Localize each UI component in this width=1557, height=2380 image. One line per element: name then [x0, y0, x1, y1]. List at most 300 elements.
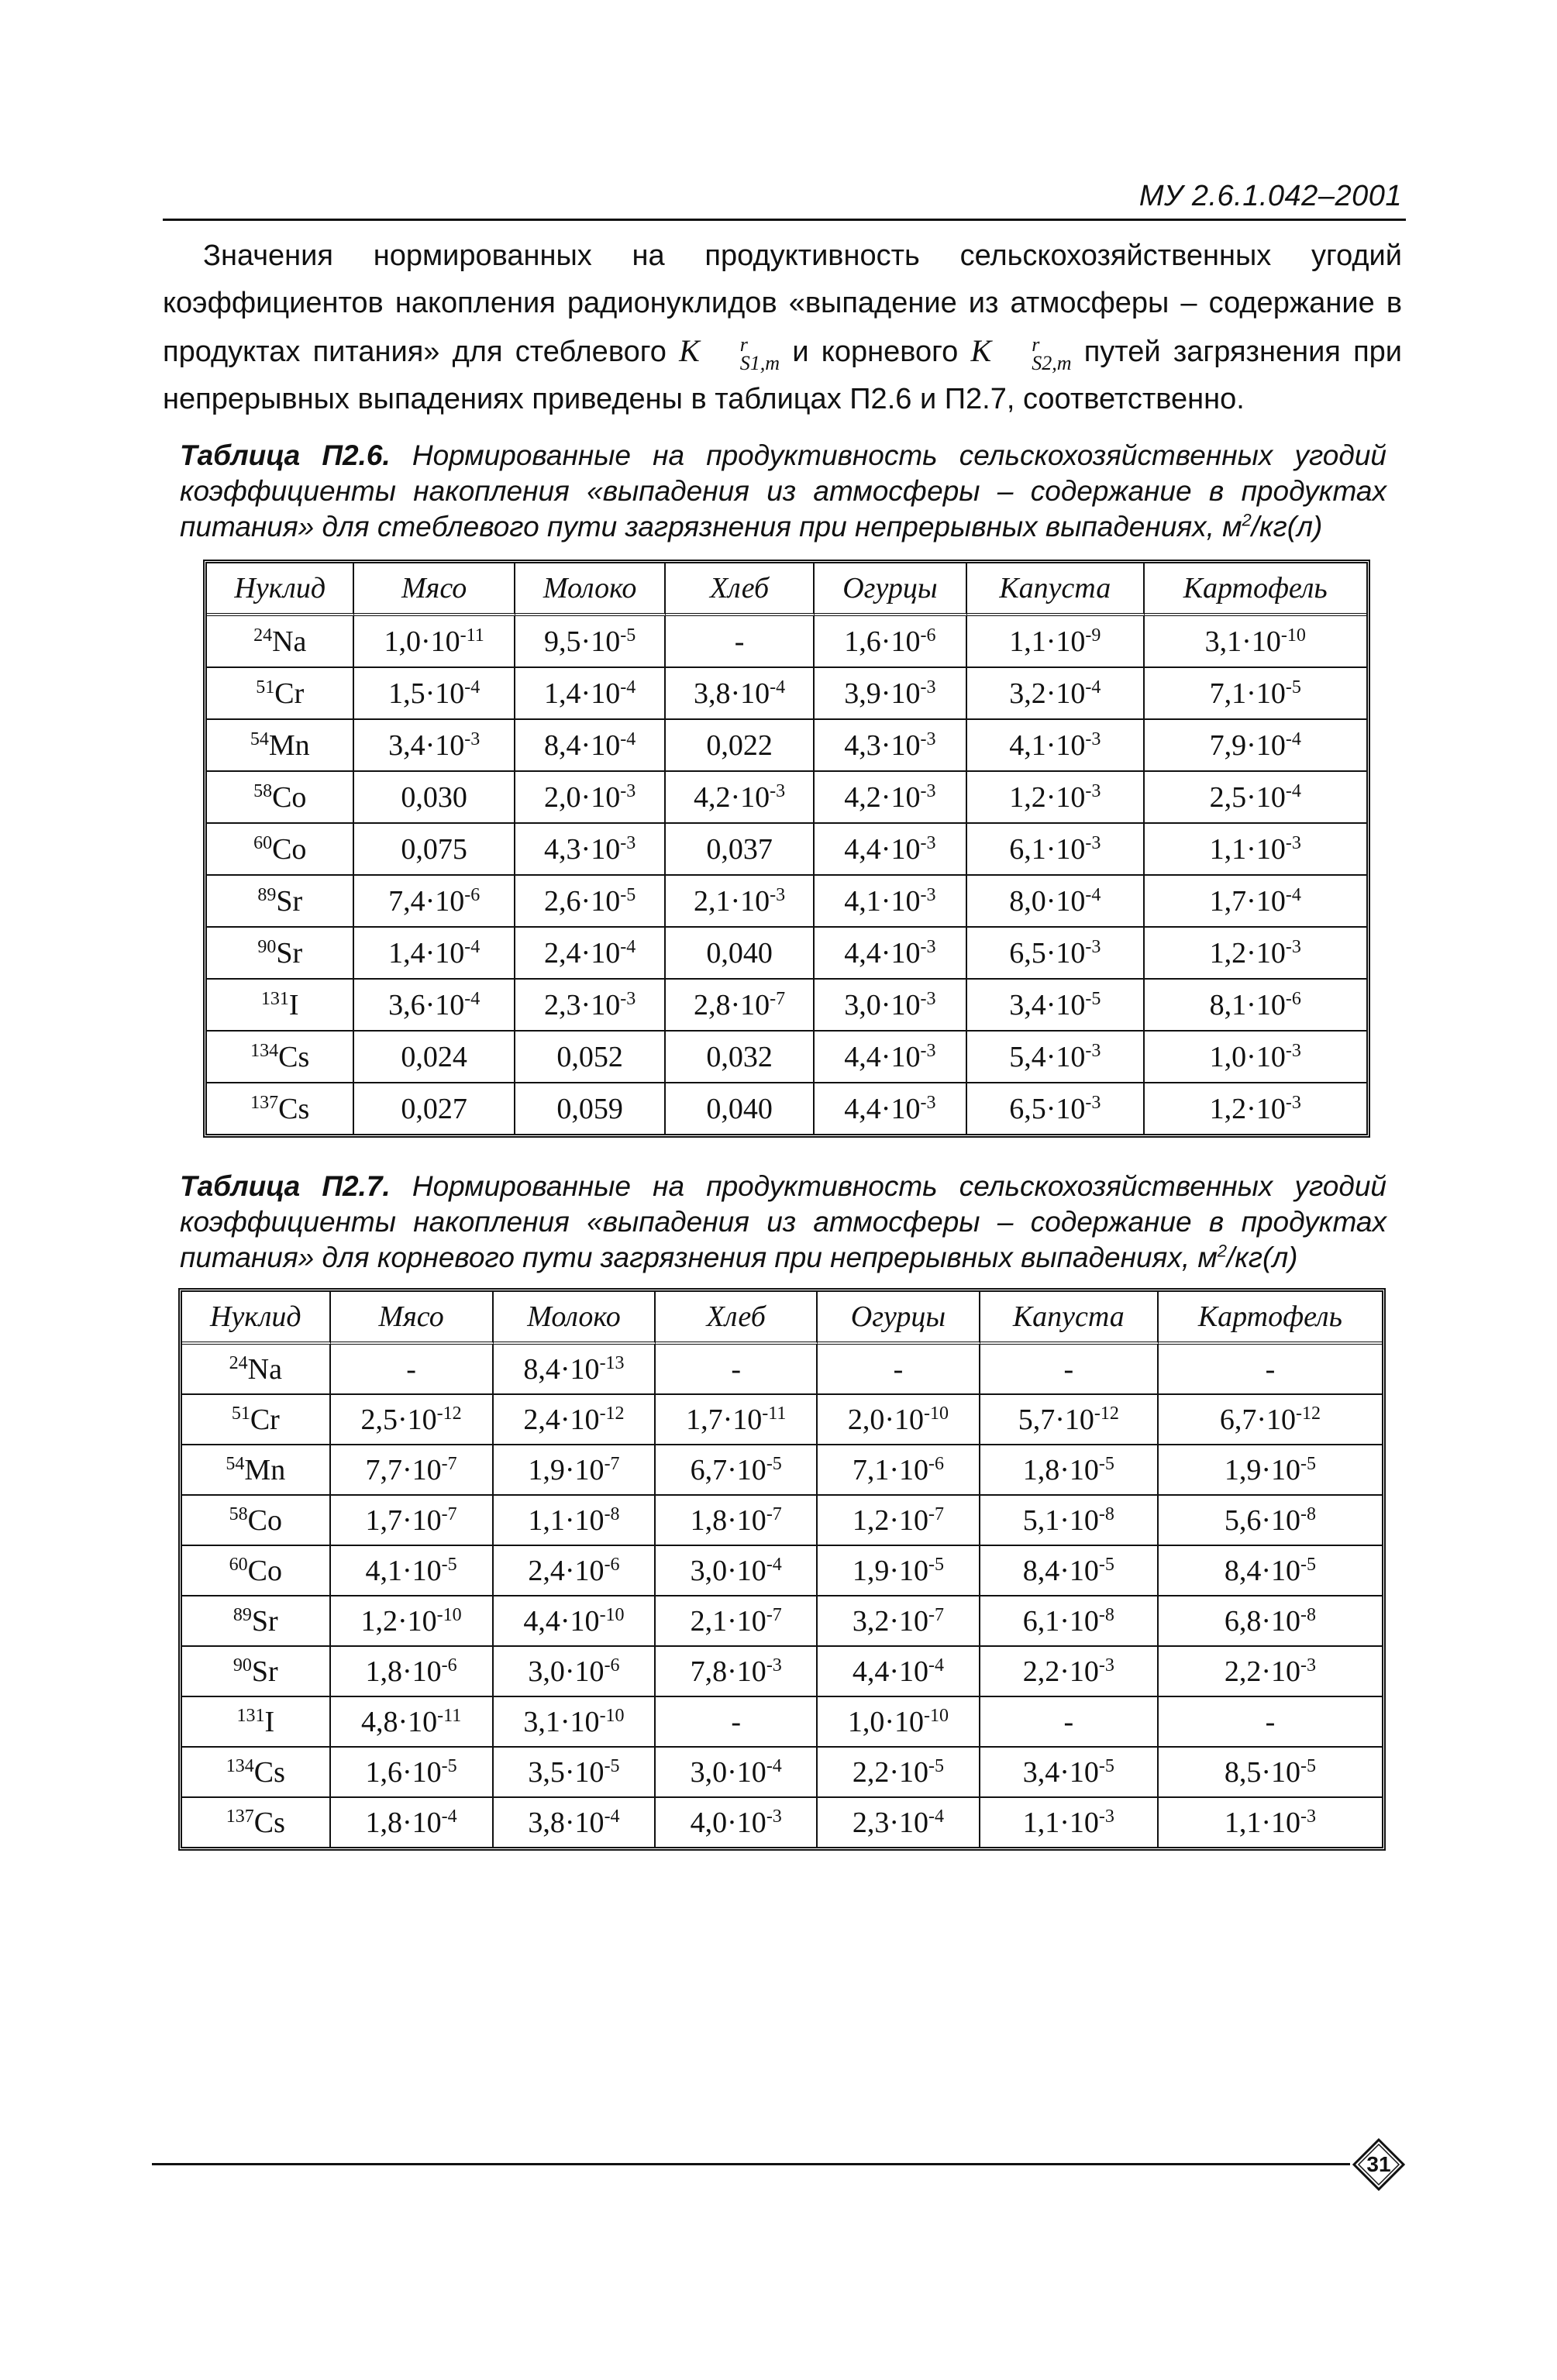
value-cell: $3,8\cdot 10^{-4}$ [666, 668, 814, 720]
table-p2-6 [203, 560, 1370, 1138]
superscript: -3 [464, 728, 481, 749]
nuclide-cell: $^{137}$Cs [207, 1083, 354, 1134]
superscript: -10 [924, 1705, 949, 1726]
superscript: 131 [236, 1705, 265, 1726]
superscript: -4 [464, 988, 481, 1009]
superscript: -6 [441, 1655, 457, 1676]
superscript: -6 [928, 1453, 945, 1474]
superscript: -3 [620, 832, 636, 853]
k-stem-sup: r [739, 332, 748, 356]
superscript: -3 [920, 884, 936, 905]
superscript: -5 [766, 1453, 782, 1474]
value-cell: - [980, 1697, 1159, 1748]
superscript: -3 [1285, 1092, 1301, 1113]
superscript: -4 [604, 1806, 620, 1827]
table-row [182, 1546, 1382, 1596]
nuclide-cell: $^{90}$Sr [182, 1647, 331, 1697]
k-stem-base: K [679, 333, 700, 368]
table-header-row [182, 1292, 1382, 1345]
nuclide-cell: $^{60}$Co [182, 1546, 331, 1596]
superscript: -4 [766, 1554, 782, 1575]
superscript: -7 [770, 988, 786, 1009]
superscript: 54 [226, 1453, 245, 1474]
superscript: -5 [1300, 1554, 1316, 1575]
value-cell: $1,4\cdot 10^{-4}$ [515, 668, 667, 720]
value-cell: $4,1\cdot 10^{-5}$ [331, 1546, 494, 1596]
nuclide-cell: $^{54}$Mn [207, 720, 354, 772]
superscript: -7 [928, 1503, 945, 1524]
value-cell: $3,2\cdot 10^{-4}$ [967, 668, 1144, 720]
column-header: Молоко [515, 563, 667, 616]
column-header: Огурцы [818, 1292, 980, 1345]
unit-exponent: 2 [1217, 1241, 1227, 1261]
value-cell: 0,024 [354, 1032, 515, 1083]
value-cell: 0,040 [666, 1083, 814, 1134]
value-cell: $1,2\cdot 10^{-3}$ [1209, 1092, 1301, 1125]
superscript: -3 [1300, 1655, 1316, 1676]
superscript: -3 [1085, 780, 1101, 801]
nuclide-cell: $^{58}$Co [207, 772, 354, 824]
value-cell: $4,2\cdot 10^{-3}$ [666, 772, 814, 824]
value-cell: $7,1\cdot 10^{-5}$ [1145, 668, 1367, 720]
superscript: -3 [920, 936, 936, 957]
superscript: 89 [257, 884, 277, 905]
superscript: -3 [920, 832, 936, 853]
superscript: -3 [1085, 1040, 1101, 1061]
table-row [207, 824, 1366, 876]
k-stem-sub: S1,m [739, 351, 780, 374]
nuclide-cell: $^{131}$I [207, 980, 354, 1032]
superscript: -4 [928, 1806, 945, 1827]
table-row [207, 1083, 1366, 1134]
value-cell: $4,4\cdot 10^{-10}$ [494, 1596, 656, 1647]
superscript: -3 [770, 780, 786, 801]
superscript: -7 [766, 1503, 782, 1524]
superscript: -13 [599, 1352, 625, 1373]
superscript: -4 [464, 677, 481, 697]
value-cell: $1,7\cdot 10^{-11}$ [656, 1395, 818, 1445]
nuclide-cell: $^{89}$Sr [182, 1596, 331, 1647]
column-header: Картофель [1145, 563, 1367, 616]
column-header: Мясо [354, 563, 515, 616]
value-cell: $2,4\cdot 10^{-12}$ [494, 1395, 656, 1445]
superscript: -8 [1300, 1604, 1316, 1625]
value-cell: - [666, 616, 814, 668]
superscript: -4 [441, 1806, 457, 1827]
table-row [182, 1798, 1382, 1847]
table-caption-text: Нормированные на продуктивность сельскохозяйственных угодий коэффициенты накопления «выпадения из атмосферы – содержание в продуктах питания» для корневого пути загрязнения при непрерывных выпадениях, м [180, 1170, 1386, 1273]
value-cell: $7,1\cdot 10^{-6}$ [818, 1445, 980, 1496]
value-cell: $6,5\cdot 10^{-3}$ [967, 928, 1144, 980]
column-header: Огурцы [815, 563, 967, 616]
superscript: -3 [766, 1806, 782, 1827]
superscript: -4 [1285, 780, 1301, 801]
table-row [207, 980, 1366, 1032]
value-cell: $5,7\cdot 10^{-12}$ [980, 1395, 1159, 1445]
value-cell: $3,4\cdot 10^{-5}$ [967, 980, 1144, 1032]
value-cell: $2,2\cdot 10^{-5}$ [818, 1748, 980, 1798]
value-cell: $6,1\cdot 10^{-8}$ [980, 1596, 1159, 1647]
value-cell: $5,4\cdot 10^{-3}$ [967, 1032, 1144, 1083]
value-cell: $2,1\cdot 10^{-7}$ [656, 1596, 818, 1647]
superscript: 60 [253, 832, 273, 853]
nuclide-cell: $^{58}$Co [182, 1496, 331, 1546]
value-cell: $7,7\cdot 10^{-7}$ [331, 1445, 494, 1496]
superscript: -5 [620, 884, 636, 905]
table-row [207, 928, 1366, 980]
value-cell: $3,4\cdot 10^{-5}$ [980, 1748, 1159, 1798]
superscript: -6 [1285, 988, 1301, 1009]
nuclide-cell: $^{24}$Na [207, 616, 354, 668]
table-row [182, 1496, 1382, 1546]
superscript: -5 [1098, 1453, 1114, 1474]
superscript: -8 [1098, 1503, 1114, 1524]
superscript: 24 [253, 625, 273, 646]
nuclide-cell: $^{137}$Cs [182, 1798, 331, 1847]
k-root-sub: S2,m [1032, 351, 1072, 374]
nuclide-cell: $^{134}$Cs [182, 1748, 331, 1798]
value-cell: $1,9\cdot 10^{-7}$ [494, 1445, 656, 1496]
superscript: -4 [620, 728, 636, 749]
footer-rule [152, 2163, 1350, 2165]
table-row [182, 1596, 1382, 1647]
table-row [207, 668, 1366, 720]
superscript: -7 [441, 1503, 457, 1524]
table-row [207, 720, 1366, 772]
superscript: -7 [441, 1453, 457, 1474]
value-cell: $2,5\cdot 10^{-4}$ [1145, 772, 1367, 824]
superscript: -4 [620, 936, 636, 957]
column-header: Нуклид [182, 1292, 331, 1345]
superscript: -3 [920, 1092, 936, 1113]
superscript: -11 [460, 625, 484, 646]
nuclide-cell: $^{89}$Sr [207, 876, 354, 928]
superscript: -6 [604, 1655, 620, 1676]
superscript: -10 [599, 1705, 625, 1726]
value-cell: $1,8\cdot 10^{-4}$ [331, 1798, 494, 1847]
value-cell: $2,0\cdot 10^{-3}$ [515, 772, 667, 824]
value-cell: 0,037 [666, 824, 814, 876]
nuclide-cell: $^{51}$Cr [182, 1395, 331, 1445]
value-cell: $1,5\cdot 10^{-4}$ [354, 668, 515, 720]
value-cell: - [656, 1697, 818, 1748]
superscript: -3 [1085, 1092, 1101, 1113]
superscript: -3 [1285, 936, 1301, 957]
value-cell: - [656, 1345, 818, 1395]
table-row [207, 772, 1366, 824]
value-cell: $5,1\cdot 10^{-8}$ [980, 1496, 1159, 1546]
superscript: -3 [1098, 1655, 1114, 1676]
superscript: -3 [1285, 1040, 1301, 1061]
superscript: 60 [229, 1554, 248, 1575]
superscript: -3 [920, 988, 936, 1009]
value-cell: - [1159, 1345, 1382, 1395]
unit-tail: /кг(л) [1227, 1242, 1298, 1273]
table-row [207, 876, 1366, 928]
value-cell: $6,7\cdot 10^{-12}$ [1159, 1395, 1382, 1445]
value-cell: $1,2\cdot 10^{-3}$ [1145, 928, 1367, 980]
table-caption-p2-7 [180, 1169, 1386, 1276]
value-cell: $1,7\cdot 10^{-4}$ [1145, 876, 1367, 928]
unit-exponent: 2 [1242, 510, 1252, 530]
value-cell: $4,4\cdot 10^{-3}$ [815, 928, 967, 980]
table-caption-p2-6 [180, 438, 1386, 545]
superscript: -6 [464, 884, 481, 905]
superscript: 51 [231, 1403, 250, 1424]
value-cell: $3,1\cdot 10^{-10}$ [1145, 616, 1367, 668]
value-cell: $8,4\cdot 10^{-13}$ [494, 1345, 656, 1395]
superscript: -5 [1300, 1453, 1316, 1474]
value-cell: - [818, 1345, 980, 1395]
k-root-symbol [970, 332, 1072, 374]
value-cell: $1,6\cdot 10^{-6}$ [815, 616, 967, 668]
value-cell: $4,1\cdot 10^{-3}$ [815, 876, 967, 928]
intro-text-3: путей загрязнения при непрерывных выпадениях приведены в таблицах П2.6 и П2.7, соответственно. [163, 336, 1403, 415]
superscript: -7 [766, 1604, 782, 1625]
table-row [182, 1647, 1382, 1697]
value-cell: $8,4\cdot 10^{-4}$ [515, 720, 667, 772]
superscript: -4 [770, 677, 786, 697]
value-cell: $7,4\cdot 10^{-6}$ [354, 876, 515, 928]
superscript: -9 [1085, 625, 1101, 646]
page-number: 31 [1366, 2152, 1391, 2176]
superscript: 137 [226, 1806, 254, 1827]
superscript: -10 [1280, 625, 1306, 646]
superscript: -6 [920, 625, 936, 646]
superscript: -5 [441, 1755, 457, 1776]
value-cell: $2,2\cdot 10^{-3}$ [1159, 1647, 1382, 1697]
intro-text-2: и корневого [792, 336, 959, 368]
column-header: Капуста [967, 563, 1144, 616]
value-cell: $1,8\cdot 10^{-6}$ [331, 1647, 494, 1697]
column-header: Молоко [494, 1292, 656, 1345]
column-header: Капуста [980, 1292, 1159, 1345]
value-cell: $2,3\cdot 10^{-4}$ [818, 1798, 980, 1847]
table-row [207, 616, 1366, 668]
superscript: -3 [920, 677, 936, 697]
superscript: -4 [620, 677, 636, 697]
value-cell: $8,1\cdot 10^{-6}$ [1145, 980, 1367, 1032]
superscript: -4 [1285, 884, 1301, 905]
value-cell: 0,032 [666, 1032, 814, 1083]
superscript: -12 [1295, 1403, 1321, 1424]
value-cell: 0,030 [354, 772, 515, 824]
superscript: -12 [1094, 1403, 1119, 1424]
value-cell: $4,4\cdot 10^{-3}$ [815, 1032, 967, 1083]
value-cell: $1,1\cdot 10^{-8}$ [494, 1496, 656, 1546]
nuclide-cell: $^{54}$Mn [182, 1445, 331, 1496]
value-cell: $8,4\cdot 10^{-5}$ [980, 1546, 1159, 1596]
value-cell: $1,8\cdot 10^{-5}$ [980, 1445, 1159, 1496]
value-cell: $2,0\cdot 10^{-10}$ [818, 1395, 980, 1445]
table-caption-text: Нормированные на продуктивность сельскохозяйственных угодий коэффициенты накопления «выпадения из атмосферы – содержание в продуктах питания» для стеблевого пути загрязнения при непрерывных выпадениях, м [180, 439, 1386, 542]
superscript: -4 [928, 1655, 945, 1676]
value-cell: $1,4\cdot 10^{-4}$ [354, 928, 515, 980]
value-cell: $8,5\cdot 10^{-5}$ [1159, 1748, 1382, 1798]
value-cell: $1,0\cdot 10^{-11}$ [354, 616, 515, 668]
value-cell: $1,9\cdot 10^{-5}$ [1159, 1445, 1382, 1496]
value-cell: $3,1\cdot 10^{-10}$ [494, 1697, 656, 1748]
superscript: -4 [1285, 728, 1301, 749]
value-cell: 0,040 [666, 928, 814, 980]
value-cell: $8,0\cdot 10^{-4}$ [967, 876, 1144, 928]
value-cell: $9,5\cdot 10^{-5}$ [515, 616, 667, 668]
superscript: 137 [250, 1092, 279, 1113]
superscript: 51 [256, 677, 275, 697]
superscript: 24 [229, 1352, 248, 1373]
value-cell: $4,4\cdot 10^{-3}$ [815, 1083, 967, 1134]
superscript: -3 [770, 884, 786, 905]
value-cell: $7,9\cdot 10^{-4}$ [1145, 720, 1367, 772]
value-cell: $2,5\cdot 10^{-12}$ [331, 1395, 494, 1445]
value-cell: $3,6\cdot 10^{-4}$ [354, 980, 515, 1032]
superscript: -5 [1285, 677, 1301, 697]
superscript: 90 [233, 1655, 252, 1676]
value-cell: 0,027 [354, 1083, 515, 1134]
table-row [182, 1697, 1382, 1748]
superscript: -8 [604, 1503, 620, 1524]
superscript: 58 [229, 1503, 248, 1524]
k-root-sup: r [1032, 332, 1040, 356]
document-code: МУ 2.6.1.042–2001 [1138, 180, 1402, 212]
value-cell: $1,1\cdot 10^{-9}$ [967, 616, 1144, 668]
value-cell: $4,3\cdot 10^{-3}$ [815, 720, 967, 772]
intro-paragraph [163, 232, 1402, 423]
value-cell: - [331, 1345, 494, 1395]
value-cell: $1,7\cdot 10^{-7}$ [331, 1496, 494, 1546]
value-cell: 0,075 [354, 824, 515, 876]
value-cell: $8,4\cdot 10^{-5}$ [1159, 1546, 1382, 1596]
value-cell: - [980, 1345, 1159, 1395]
value-cell: $4,3\cdot 10^{-3}$ [515, 824, 667, 876]
nuclide-cell: $^{51}$Cr [207, 668, 354, 720]
superscript: -10 [599, 1604, 625, 1625]
value-cell: $1,1\cdot 10^{-3}$ [1224, 1806, 1316, 1839]
value-cell: $4,8\cdot 10^{-11}$ [331, 1697, 494, 1748]
value-cell: $1,2\cdot 10^{-7}$ [818, 1496, 980, 1546]
value-cell: $1,1\cdot 10^{-3}$ [980, 1798, 1159, 1847]
value-cell: $6,7\cdot 10^{-5}$ [656, 1445, 818, 1496]
superscript: -3 [1300, 1806, 1316, 1827]
value-cell: $2,6\cdot 10^{-5}$ [515, 876, 667, 928]
value-cell: $4,0\cdot 10^{-3}$ [656, 1798, 818, 1847]
column-header: Картофель [1159, 1292, 1382, 1345]
superscript: -3 [920, 780, 936, 801]
superscript: -4 [1085, 677, 1101, 697]
value-cell: $5,6\cdot 10^{-8}$ [1159, 1496, 1382, 1546]
nuclide-cell: $^{131}$I [182, 1697, 331, 1748]
value-cell: $2,4\cdot 10^{-4}$ [515, 928, 667, 980]
value-cell: $4,2\cdot 10^{-3}$ [815, 772, 967, 824]
table-p2-7 [178, 1288, 1386, 1851]
superscript: 134 [250, 1040, 279, 1061]
superscript: -3 [1285, 832, 1301, 853]
column-header: Мясо [331, 1292, 494, 1345]
nuclide-cell: $^{90}$Sr [207, 928, 354, 980]
superscript: -5 [1300, 1755, 1316, 1776]
value-cell: $3,0\cdot 10^{-6}$ [494, 1647, 656, 1697]
value-cell: 0,052 [515, 1032, 667, 1083]
superscript: -3 [920, 728, 936, 749]
value-cell: $3,2\cdot 10^{-7}$ [818, 1596, 980, 1647]
value-cell: $1,0\cdot 10^{-3}$ [1145, 1032, 1367, 1083]
superscript: -4 [1085, 884, 1101, 905]
value-cell: $6,5\cdot 10^{-3}$ [967, 1083, 1144, 1134]
column-header: Хлеб [666, 563, 814, 616]
superscript: 58 [253, 780, 273, 801]
value-cell: $1,1\cdot 10^{-3}$ [1145, 824, 1367, 876]
column-header: Хлеб [656, 1292, 818, 1345]
superscript: -11 [437, 1705, 462, 1726]
superscript: -10 [924, 1403, 949, 1424]
nuclide-cell: $^{60}$Co [207, 824, 354, 876]
value-cell: $4,4\cdot 10^{-4}$ [818, 1647, 980, 1697]
value-cell: $3,0\cdot 10^{-4}$ [656, 1546, 818, 1596]
superscript: -3 [620, 780, 636, 801]
nuclide-cell: $^{134}$Cs [207, 1032, 354, 1083]
value-cell: $3,0\cdot 10^{-3}$ [815, 980, 967, 1032]
k-stem-symbol [679, 332, 780, 374]
column-header: Нуклид [207, 563, 354, 616]
value-cell: $3,4\cdot 10^{-3}$ [354, 720, 515, 772]
superscript: 131 [260, 988, 289, 1009]
superscript: -3 [1085, 728, 1101, 749]
superscript: -3 [1085, 832, 1101, 853]
value-cell: $6,8\cdot 10^{-8}$ [1159, 1596, 1382, 1647]
value-cell: $1,6\cdot 10^{-5}$ [331, 1748, 494, 1798]
value-cell: $1,2\cdot 10^{-10}$ [331, 1596, 494, 1647]
table-label: Таблица П2.6. [180, 439, 391, 471]
superscript: -5 [1098, 1755, 1114, 1776]
value-cell: $1,2\cdot 10^{-3}$ [967, 772, 1144, 824]
superscript: -8 [1300, 1503, 1316, 1524]
superscript: -5 [604, 1755, 620, 1776]
table-label: Таблица П2.7. [180, 1170, 391, 1202]
superscript: -3 [1085, 936, 1101, 957]
superscript: -3 [766, 1655, 782, 1676]
intro-text-1: Значения нормированных на продуктивность сельскохозяйственных угодий коэффициентов накопления радионуклидов «выпадение из атмосферы – содержание в продуктах питания» для стеблевого [163, 239, 1402, 368]
value-cell: $6,1\cdot 10^{-3}$ [967, 824, 1144, 876]
nuclide-cell: $^{24}$Na [182, 1345, 331, 1395]
superscript: -5 [441, 1554, 457, 1575]
superscript: -3 [920, 1040, 936, 1061]
superscript: -12 [436, 1403, 462, 1424]
value-cell: $1,8\cdot 10^{-7}$ [656, 1496, 818, 1546]
value-cell: $4,1\cdot 10^{-3}$ [967, 720, 1144, 772]
superscript: -5 [1098, 1554, 1114, 1575]
value-cell: $2,8\cdot 10^{-7}$ [666, 980, 814, 1032]
superscript: 134 [226, 1755, 254, 1776]
table-row [207, 1032, 1366, 1083]
superscript: -3 [620, 988, 636, 1009]
superscript: -5 [928, 1554, 945, 1575]
superscript: -5 [928, 1755, 945, 1776]
value-cell: $4,4\cdot 10^{-3}$ [815, 824, 967, 876]
unit-tail: /кг(л) [1251, 511, 1323, 542]
superscript: 89 [233, 1604, 252, 1625]
superscript: -8 [1098, 1604, 1114, 1625]
table-row [182, 1748, 1382, 1798]
superscript: -7 [604, 1453, 620, 1474]
superscript: 90 [257, 936, 277, 957]
superscript: -4 [766, 1755, 782, 1776]
superscript: -10 [436, 1604, 462, 1625]
table-row [182, 1445, 1382, 1496]
value-cell: $1,9\cdot 10^{-5}$ [818, 1546, 980, 1596]
superscript: -3 [1098, 1806, 1114, 1827]
header-rule [163, 219, 1406, 221]
value-cell: $2,1\cdot 10^{-3}$ [666, 876, 814, 928]
